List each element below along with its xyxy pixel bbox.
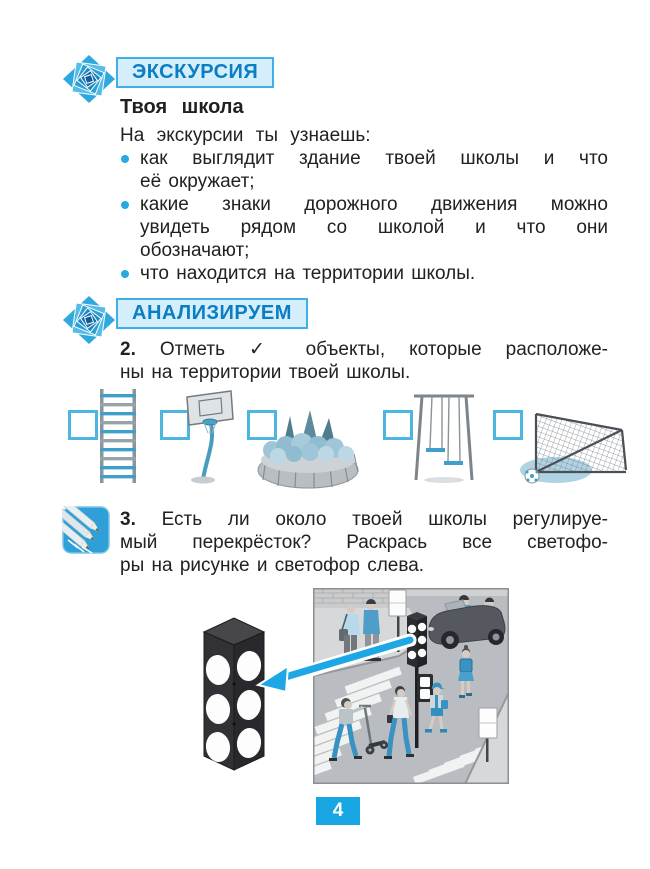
football-goal-illustration bbox=[518, 408, 640, 488]
bullet-line: увидеть рядом со школой и что они bbox=[140, 217, 608, 238]
pinwheel-diamond-icon bbox=[62, 295, 116, 345]
bullet-line: что находится на территории школы. bbox=[140, 263, 476, 284]
task3-line: ры на рисунке и светофор слева. bbox=[120, 555, 425, 576]
badge-analyze: АНАЛИЗИРУЕМ bbox=[116, 298, 308, 329]
lesson-title: Твоя школа bbox=[120, 96, 244, 118]
bullet-dot bbox=[121, 270, 129, 278]
wall-bars-illustration bbox=[94, 387, 142, 485]
flower-bed-illustration bbox=[256, 408, 361, 492]
task2-line: Отметь ✓ объекты, которые расположе- bbox=[159, 339, 609, 360]
pinwheel-diamond-icon bbox=[62, 54, 116, 104]
colored-pencils-icon bbox=[62, 506, 110, 554]
task3-line: Есть ли около твоей школы регулируе- bbox=[161, 509, 608, 530]
bullet-dot bbox=[121, 201, 129, 209]
intro-text: На экскурсии ты узнаешь: bbox=[120, 125, 371, 146]
bullet-line: какие знаки дорожного движения можно bbox=[140, 194, 608, 215]
bullet-line: как выглядит здание твоей школы и что bbox=[140, 148, 608, 169]
bullet-item bbox=[120, 193, 608, 262]
task3-paragraph bbox=[120, 508, 608, 577]
pedestrian-signal-lamp[interactable] bbox=[420, 689, 430, 699]
bullet-line: её окружает; bbox=[140, 171, 255, 192]
bullet-item bbox=[120, 262, 608, 285]
badge-excursion: ЭКСКУРСИЯ bbox=[116, 57, 274, 88]
task2-line: ны на территории твоей школы. bbox=[120, 362, 411, 383]
task2-number: 2. bbox=[120, 339, 136, 360]
bullet-line: обозначают; bbox=[140, 240, 250, 261]
page-number: 4 bbox=[316, 797, 360, 825]
task3-line: мый перекрёсток? Раскрась все светофо- bbox=[120, 532, 608, 553]
pedestrian-signal-lamp[interactable] bbox=[420, 677, 430, 687]
bullet-list bbox=[120, 147, 608, 285]
task3-number: 3. bbox=[120, 509, 136, 530]
swing-set-illustration bbox=[408, 388, 478, 484]
bullet-dot bbox=[121, 155, 129, 163]
task2-paragraph bbox=[120, 338, 608, 384]
basketball-hoop-illustration bbox=[181, 389, 237, 485]
arrow-left bbox=[252, 624, 418, 698]
bullet-item bbox=[120, 147, 608, 193]
